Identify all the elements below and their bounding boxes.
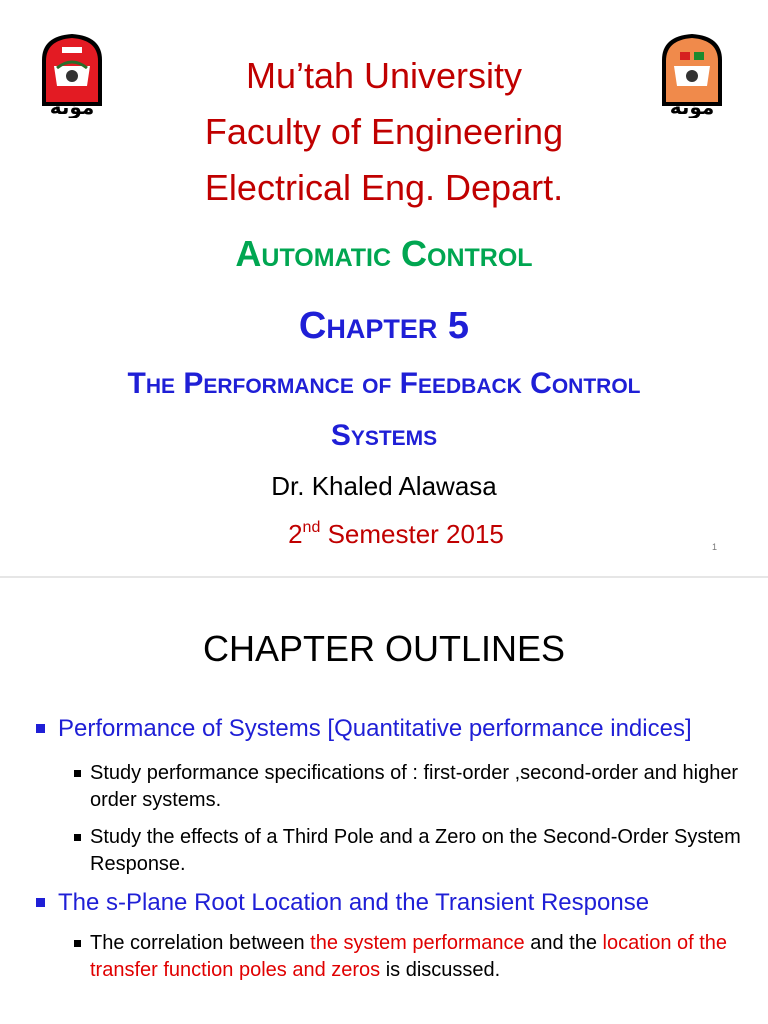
list-item: [0, 886, 768, 920]
logo-left-text: مؤتة: [49, 95, 95, 118]
institution-title: [120, 48, 648, 216]
author-name: Dr. Khaled Alawasa: [271, 471, 497, 501]
faculty-name: Faculty of Engineering: [204, 111, 564, 152]
list-item: [0, 824, 768, 878]
slide-divider: [0, 576, 768, 578]
outline-heading: CHAPTER OUTLINES: [202, 628, 566, 669]
slide-number: 1: [712, 542, 718, 552]
semester-suffix: nd: [302, 519, 321, 536]
highlight-text: location of the transfer function poles and zeros: [90, 932, 728, 981]
university-logo-left: [24, 22, 120, 118]
list-item: [0, 712, 768, 746]
square-bullet-icon: [74, 940, 81, 947]
square-bullet-icon: [36, 724, 45, 733]
square-bullet-icon: [36, 898, 45, 907]
department-name: Electrical Eng. Depart.: [204, 167, 564, 208]
sub-bullet-part: and the: [524, 932, 603, 954]
course-title: Automatic Control: [235, 233, 533, 274]
bullet-text: Performance of Systems [Quantitative performance indices]: [58, 715, 692, 742]
outline-list: [0, 712, 768, 984]
sub-bullet-part: is discussed.: [380, 959, 501, 981]
chapter-title: Chapter 5: [298, 305, 470, 347]
bullet-text: The s-Plane Root Location and the Transient Response: [58, 889, 650, 916]
semester-text: Semester 2015: [320, 519, 504, 549]
chapter-subtitle: [40, 358, 728, 462]
semester: [0, 514, 768, 554]
subtitle-line-1: The Performance of Feedback Control: [127, 367, 641, 400]
university-name: Mu’tah University: [245, 55, 523, 96]
university-logo-right: [644, 22, 740, 118]
sub-bullet-text: Study the effects of a Third Pole and a Zero on the Second-Order System Response.: [90, 826, 741, 875]
square-bullet-icon: [74, 834, 81, 841]
highlight-text: the system performance: [310, 932, 525, 954]
subtitle-line-2: Systems: [330, 419, 438, 452]
logo-right-text: مؤتة: [669, 95, 715, 118]
sub-bullet-part: The correlation between: [90, 932, 311, 954]
square-bullet-icon: [74, 770, 81, 777]
sub-bullet-text: Study performance specifications of : first-order ,second-order and higher order systems.: [90, 762, 739, 811]
list-item: [0, 760, 768, 814]
semester-number: 2: [288, 519, 303, 549]
list-item: [0, 930, 768, 984]
